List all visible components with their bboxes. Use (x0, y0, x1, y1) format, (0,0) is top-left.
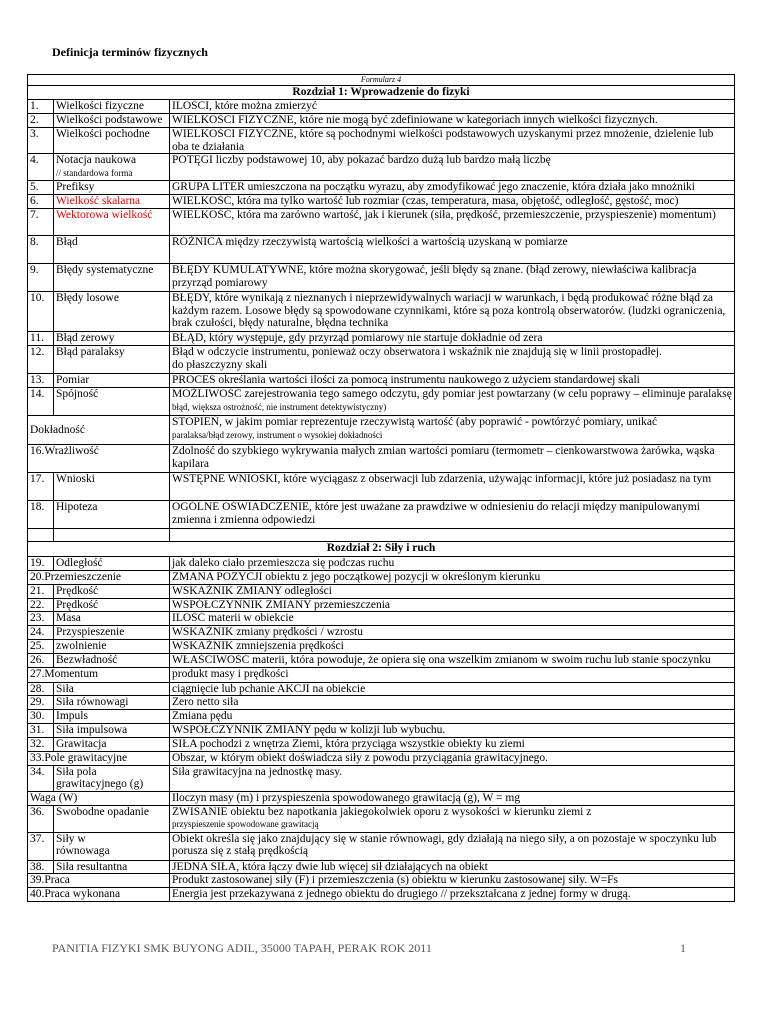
row-number: 4. (28, 154, 54, 181)
term-label: Błędy systematyczne (54, 264, 170, 292)
term-definition-cont: paralaksa/błąd zerowy, instrument o wysokiej dokładności (172, 429, 383, 440)
document-title: Definicja terminów fizycznych (52, 45, 208, 59)
table-row (28, 388, 735, 416)
term-definition: WIELKOŚCI FIZYCZNE, które są pochodnymi wielkości podstawowych uzyskanymi przez mnożenie, dzielenie lub oba te działania (170, 128, 735, 154)
term-definition: Błąd w odczycie instrumentu, ponieważ oczy obserwatora i wskaźnik nie znajdują się w linii prostopadłej. (172, 346, 662, 359)
term-label: Błąd paralaksy (54, 346, 170, 374)
term-sublabel: // standardowa forma (56, 167, 133, 178)
row-number: 32. (28, 737, 54, 751)
table-row (28, 292, 735, 332)
term-definition: jak daleko ciało przemieszcza się podczas ruchu (170, 557, 735, 571)
term-definition: Siła grawitacyjna na jednostkę masy. (170, 765, 735, 791)
table-row (28, 473, 735, 501)
table-row (28, 154, 735, 181)
row-number: 5. (28, 181, 54, 195)
row-number: 21. (28, 584, 54, 598)
term-label: Bezwładność (54, 653, 170, 667)
term-sublabel: równowaga (56, 845, 110, 858)
empty-cell (170, 529, 735, 542)
table-row (28, 598, 735, 612)
term-label: Wielkość skalarna (54, 195, 170, 209)
row-number: 7. (28, 209, 54, 236)
term-label: Wielkości pochodne (54, 128, 170, 154)
term-label: 20.Przemieszczenie (28, 570, 170, 584)
row-number: 13. (28, 374, 54, 388)
term-label: Wielkości podstawowe (54, 114, 170, 128)
section-1-title: Rozdział 1: Wprowadzenie do fizyki (28, 86, 735, 100)
row-number: 28. (28, 682, 54, 696)
term-label: Notacja naukowa (56, 154, 137, 167)
term-definition: WŁAŚCIWOŚĆ materii, która powoduje, że opiera się ona wszelkim zmianom w swoim ruchu lub stanie spoczynku (170, 653, 735, 667)
table-row (28, 682, 735, 696)
table-row (28, 374, 735, 388)
table-row (28, 114, 735, 128)
row-number: 6. (28, 195, 54, 209)
term-label: Prędkość (54, 584, 170, 598)
term-definition: WSKAŹNIK zmiany prędkości / wzrostu (170, 625, 735, 639)
form-label: Formularz 4 (28, 75, 735, 86)
term-label: Przyspieszenie (54, 625, 170, 639)
term-label: 39.Praca (28, 874, 170, 888)
section-header-row (28, 86, 735, 100)
row-number: 18. (28, 501, 54, 529)
term-cell (54, 832, 170, 860)
row-number: 1. (28, 100, 54, 114)
row-number: 36. (28, 805, 54, 832)
term-sublabel: (g) (129, 778, 144, 791)
table-row (28, 874, 735, 888)
term-definition: WIELKOŚCI FIZYCZNE, które nie mogą być zdefiniowane w kategoriach innych wielkości fizycznych. (170, 114, 735, 128)
table-row (28, 639, 735, 653)
term-definition: WIELKOŚĆ, która ma zarówno wartość, jak i kierunek (siła, prędkość, przemieszczenie, przyspieszenie) momentum) (170, 209, 735, 236)
term-definition: WSPÓŁCZYNNIK ZMIANY przemieszczenia (170, 598, 735, 612)
term-label: Swobodne opadanie (54, 805, 170, 832)
table-row (28, 625, 735, 639)
term-label: Dokładność (28, 416, 170, 445)
table-row (28, 346, 735, 374)
term-label: Grawitacja (54, 737, 170, 751)
row-number: 25. (28, 639, 54, 653)
term-definition: SIŁA pochodzi z wnętrza Ziemi, która przyciąga wszystkie obiekty ku ziemi (170, 737, 735, 751)
table-row (28, 723, 735, 737)
table-row (28, 557, 735, 571)
term-label: 27.Momentum (28, 667, 170, 682)
term-definition-cont: przyspieszenie spowodowane grawitacją (172, 819, 319, 830)
term-label: Siła równowagi (54, 696, 170, 710)
row-number: 31. (28, 723, 54, 737)
row-number: 9. (28, 264, 54, 292)
empty-cell (54, 529, 170, 542)
term-definition: WIELKOŚĆ, która ma tylko wartość lub rozmiar (czas, temperatura, masa, objętość, odległość, gęstość, moc) (170, 195, 735, 209)
term-label: 40.Praca wykonana (28, 888, 170, 902)
row-number: 26. (28, 653, 54, 667)
table-row (28, 653, 735, 667)
table-row (28, 128, 735, 154)
row-number: 17. (28, 473, 54, 501)
table-row (28, 612, 735, 626)
table-row (28, 710, 735, 724)
table-row (28, 751, 735, 765)
term-definition: ciągnięcie lub pchanie AKCJI na obiekcie (170, 682, 735, 696)
table-row (28, 445, 735, 473)
row-number: 14. (28, 388, 54, 416)
term-definition-cont: do płaszczyzny skali (172, 358, 268, 371)
table-row (28, 100, 735, 114)
row-number: 2. (28, 114, 54, 128)
row-number: 29. (28, 696, 54, 710)
term-label: Błędy losowe (54, 292, 170, 332)
term-label: Prefiksy (54, 181, 170, 195)
term-label: Siła (54, 682, 170, 696)
term-definition: Energia jest przekazywana z jednego obiektu do drugiego // przekształcana z jednej formy w drugą. (170, 888, 735, 902)
table-row-empty (28, 529, 735, 542)
term-cell (54, 154, 170, 181)
row-number: 34. (28, 765, 54, 791)
term-definition: ILOŚCI, które można zmierzyć (170, 100, 735, 114)
table-row (28, 805, 735, 832)
term-definition: MOŻLIWOŚĆ zarejestrowania tego samego odczytu, gdy pomiar jest powtarzany (w celu poprawy – eliminuje paralaksę (172, 388, 732, 401)
term-definition-cont: błąd, większa ostrożność, nie instrument detektywistyczny) (172, 401, 387, 412)
term-definition: PROCES określania wartości ilości za pomocą instrumentu naukowego z użyciem standardowej skali (170, 374, 735, 388)
section-header-row (28, 542, 735, 557)
table-row (28, 501, 735, 529)
term-definition-cell (170, 416, 735, 445)
table-row (28, 264, 735, 292)
term-definition: Iloczyn masy (m) i przyspieszenia spowodowanego grawitacją (g), W = mg (170, 791, 735, 805)
term-label: Siła resultantna (54, 860, 170, 874)
term-definition: POTĘGI liczby podstawowej 10, aby pokazać bardzo dużą lub bardzo małą liczbę (170, 154, 735, 181)
table-row (28, 765, 735, 791)
footer-text: PANITIA FIZYKI SMK BUYONG ADIL, 35000 TAPAH, PERAK ROK 2011 (52, 941, 432, 955)
term-definition: GRUPA LITER umieszczona na początku wyrazu, aby zmodyfikować jego znaczenie, która działa jako mnożniki (170, 181, 735, 195)
term-cell (54, 765, 170, 791)
table-row (28, 791, 735, 805)
table-row (28, 832, 735, 860)
empty-cell (28, 529, 54, 542)
term-definition: BŁĄD, który występuje, gdy przyrząd pomiarowy nie startuje dokładnie od zera (170, 332, 735, 346)
page-number: 1 (680, 941, 686, 955)
table-row (28, 209, 735, 236)
table-row (28, 667, 735, 682)
table-row (28, 888, 735, 902)
term-definition: Zdolność do szybkiego wykrywania małych zmian wartości pomiaru (termometr – cienkowarstwowa żarówka, wąska kapilara (170, 445, 735, 473)
page-footer (52, 941, 686, 956)
term-label: 33.Pole grawitacyjne (28, 751, 170, 765)
table-row (28, 236, 735, 264)
term-label: zwolnienie (54, 639, 170, 653)
term-definition-cell (170, 346, 735, 374)
table-row (28, 737, 735, 751)
row-number: 11. (28, 332, 54, 346)
row-number: 10. (28, 292, 54, 332)
term-definition: WSKAŹNIK ZMIANY odległości (170, 584, 735, 598)
term-label: 16.Wrażliwość (28, 445, 170, 473)
term-label: Siła impulsowa (54, 723, 170, 737)
term-label: Odległość (54, 557, 170, 571)
term-definition: Produkt zastosowanej siły (F) i przemieszczenia (s) obiektu w kierunku zastosowanej siły. W=Fs (170, 874, 735, 888)
term-definition: BŁĘDY, które wynikają z nieznanych i nieprzewidywalnych wariacji w warunkach, i będą produkować różne błąd za każdym razem. Losowe błędy są spowodowane czynnikami, które są poza kontrolą obserwatorów. (ludzki ograniczenia, brak czułości, błędy naturalne, błędna technika (170, 292, 735, 332)
term-label: Prędkość (54, 598, 170, 612)
term-definition: ZMANA POZYCJI obiektu z jego początkowej pozycji w określonym kierunku (170, 570, 735, 584)
row-number: 37. (28, 832, 54, 860)
term-definition: WSPÓŁCZYNNIK ZMIANY pędu w kolizji lub wybuchu. (170, 723, 735, 737)
term-definition: RÓŻNICA między rzeczywistą wartością wielkości a wartością uzyskaną w pomiarze (170, 236, 735, 264)
table-row (28, 860, 735, 874)
term-label: Siła pola grawitacyjnego (56, 765, 127, 791)
term-label: Masa (54, 612, 170, 626)
form-label-row (28, 75, 735, 86)
terms-table (27, 74, 735, 902)
row-number: 3. (28, 128, 54, 154)
term-label: Błąd zerowy (54, 332, 170, 346)
term-label: Pomiar (54, 374, 170, 388)
term-definition: WSKAŹNIK zmniejszenia prędkości (170, 639, 735, 653)
term-definition: Obiekt określa się jako znajdujący się w stanie równowagi, gdy działają na niego siły, a on pozostaje w spoczynku lub porusza się z stałą prędkością (170, 832, 735, 860)
term-definition: produkt masy i prędkości (170, 667, 735, 682)
term-label: Waga (W) (28, 791, 170, 805)
table-row (28, 570, 735, 584)
term-label: Wnioski (54, 473, 170, 501)
term-label: Hipoteza (54, 501, 170, 529)
table-row (28, 181, 735, 195)
section-2-title: Rozdział 2: Siły i ruch (28, 542, 735, 557)
term-definition-cell (170, 805, 735, 832)
table-row (28, 332, 735, 346)
row-number: 8. (28, 236, 54, 264)
table-row (28, 696, 735, 710)
row-number: 22. (28, 598, 54, 612)
term-label: Spójność (54, 388, 170, 416)
term-definition: JEDNA SIŁA, która łączy dwie lub więcej sił działających na obiekt (170, 860, 735, 874)
table-row (28, 195, 735, 209)
term-definition: Obszar, w którym obiekt doświadcza siły z powodu przyciągania grawitacyjnego. (170, 751, 735, 765)
term-label: Impuls (54, 710, 170, 724)
table-row (28, 584, 735, 598)
term-label: Wielkości fizyczne (54, 100, 170, 114)
term-definition-cell (170, 388, 735, 416)
table-row (28, 416, 735, 445)
term-definition: ILOŚĆ materii w obiekcie (170, 612, 735, 626)
term-definition: WSTĘPNE WNIOSKI, które wyciągasz z obserwacji lub zdarzenia, używając informacji, które już posiadasz na tym (170, 473, 735, 501)
term-definition: Zero netto siła (170, 696, 735, 710)
term-definition: OGÓLNE OŚWIADCZENIE, które jest uważane za prawdziwe w odniesieniu do relacji między manipulowanymi zmienna i zmienna odpowiedzi (170, 501, 735, 529)
term-definition: ZWISANIE obiektu bez napotkania jakiegokolwiek oporu z wysokości w kierunku ziemi z (172, 805, 592, 818)
term-label: Siły w (56, 832, 86, 845)
row-number: 19. (28, 557, 54, 571)
row-number: 24. (28, 625, 54, 639)
term-label: Wektorowa wielkość (54, 209, 170, 236)
term-definition: BŁĘDY KUMULATYWNE, które można skorygować, jeśli błędy są znane. (błąd zerowy, niewłaściwa kalibracja przyrząd pomiarowy (170, 264, 735, 292)
row-number: 12. (28, 346, 54, 374)
row-number: 23. (28, 612, 54, 626)
term-definition: STOPIEŃ, w jakim pomiar reprezentuje rzeczywistą wartość (aby poprawić - powtórzyć pomiary, unikać (172, 416, 658, 429)
row-number: 38. (28, 860, 54, 874)
term-definition: Zmiana pędu (170, 710, 735, 724)
term-label: Błąd (54, 236, 170, 264)
row-number: 30. (28, 710, 54, 724)
